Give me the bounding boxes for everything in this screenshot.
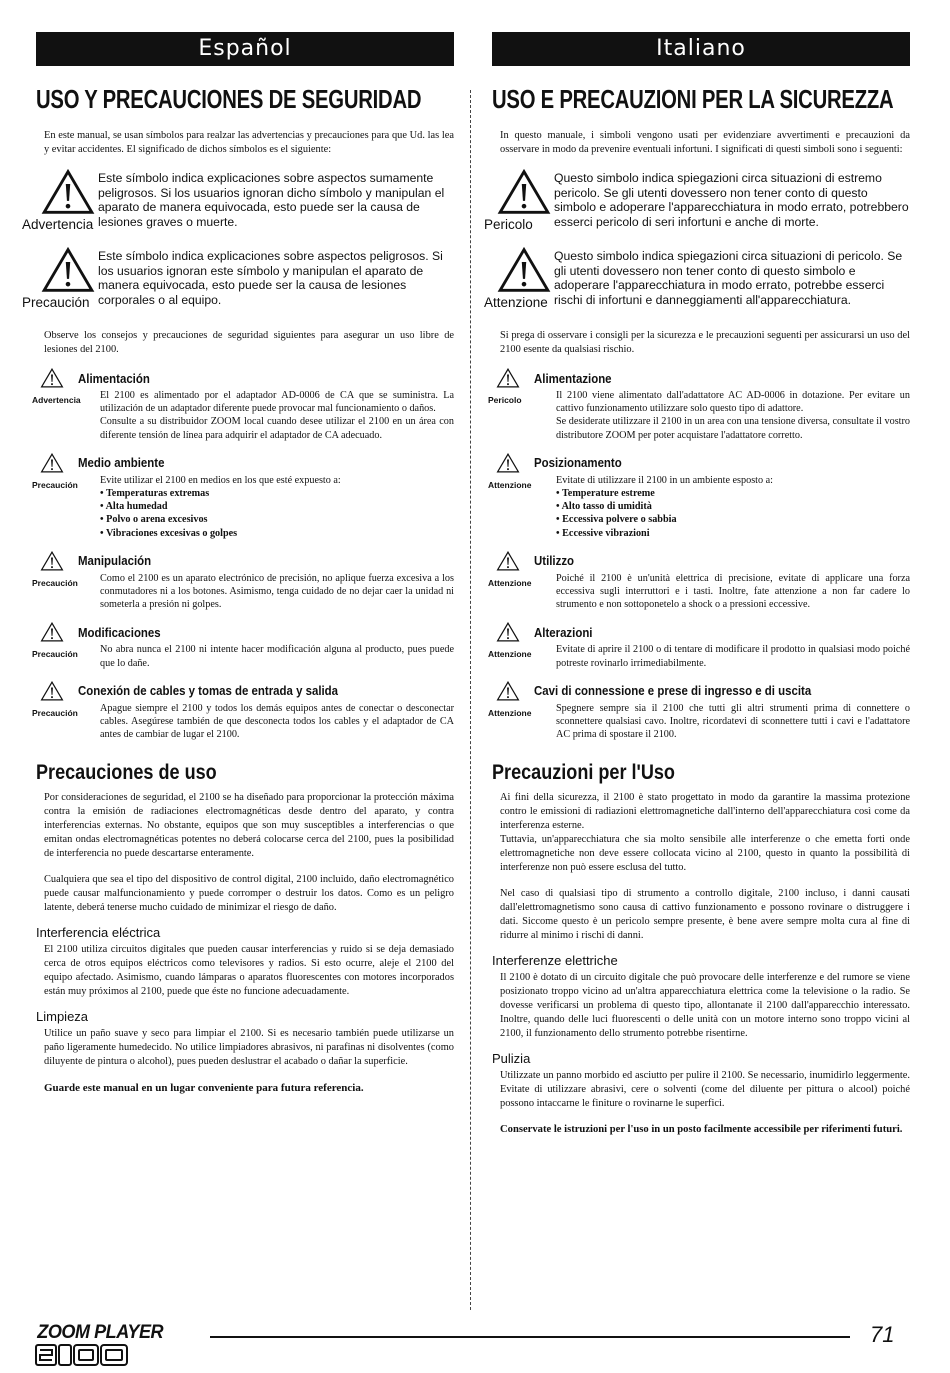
section-title: Posizionamento bbox=[534, 455, 622, 471]
section-title: Modificaciones bbox=[78, 624, 161, 640]
section-power bbox=[32, 367, 454, 442]
section-body bbox=[100, 474, 454, 540]
caution-icon bbox=[40, 453, 64, 473]
warning-text: Questo simbolo indica spiegazioni circa situazioni di estremo pericolo. Se gli utenti dovessero non tener conto di questo simbolo e adoperare l'apparecchiatura in modo errato, potrebbero esserci pericolo di seri infortuni e anche di morte. bbox=[554, 171, 909, 229]
section-environment bbox=[488, 452, 910, 540]
caution-icon bbox=[40, 681, 64, 701]
section-text: Evitate di aprire il 2100 o di tentare di modificare il prodotto in qualsiasi modo poiché potreste rovinarlo irrimediabilmente. bbox=[556, 644, 910, 669]
zoom-player-logo bbox=[34, 1322, 166, 1368]
section-title: Alimentazione bbox=[534, 370, 612, 386]
usage-heading: Precauzioni per l'Uso bbox=[492, 761, 675, 785]
safety-sections bbox=[32, 367, 454, 741]
warning-legend bbox=[484, 171, 910, 235]
interference-heading: Interferencia eléctrica bbox=[36, 925, 161, 941]
warning-icon bbox=[496, 368, 520, 388]
list-item: • Polvo o arena excesivos bbox=[100, 513, 454, 526]
section-text: Como el 2100 es un aparato electrónico de precisión, no aplique fuerza excesiva a los conmutadores ni a los botones. Asimismo, tenga cuidado de no dejar caer la unidad ni someterla a presión ni golpes. bbox=[100, 572, 454, 611]
cleaning-heading: Pulizia bbox=[492, 1051, 531, 1067]
section-text: No abra nunca el 2100 ni intente hacer modificación alguna al producto, pues puede que lo dañe. bbox=[100, 644, 454, 669]
section-text: El 2100 es alimentado por el adaptador AD-0006 de CA que se suministra. La utilización de un adaptador diferente puede provocar mal funcionamiento o daños. Consulte a su distribuidor ZOOM local cuando desee utilizar el 2100 en un área con diferente tensión de línea para adquirir el adaptador de CA adecuado. bbox=[100, 390, 454, 441]
caution-text: Este símbolo indica explicaciones sobre aspectos peligrosos. Si los usuarios ignoran este símbolo y manipulan el aparato de manera equivocada, esto puede ser la causa de lesiones corporales o al equipo. bbox=[98, 249, 443, 307]
warning-label: Pericolo bbox=[484, 217, 533, 232]
caution-legend bbox=[484, 249, 910, 313]
warning-icon bbox=[40, 169, 96, 215]
section-label: Attenzione bbox=[488, 577, 532, 588]
cleaning-heading: Limpieza bbox=[36, 1009, 89, 1025]
interference-heading: Interferenze elettriche bbox=[492, 953, 618, 969]
caution-legend bbox=[22, 249, 454, 313]
page-number: 71 bbox=[870, 1322, 895, 1347]
section-label: Attenzione bbox=[488, 479, 532, 490]
footer-rule bbox=[210, 1336, 850, 1338]
list-item: • Alta humedad bbox=[100, 500, 454, 513]
page-title: USO E PRECAUZIONI PER LA SICUREZZA bbox=[492, 84, 894, 114]
warning-icon bbox=[496, 169, 552, 215]
caution-icon bbox=[496, 551, 520, 571]
section-handling bbox=[488, 550, 910, 612]
section-connections bbox=[488, 680, 910, 742]
usage-paragraph: Cualquiera que sea el tipo del dispositivo de control digital, 2100 incluido, daño electromagnético puede causar malfuncionamiento y puede corromper o destruir los datos. Como es un peligro latente, deberá tenerse mucho cuidado de minimizar el riesgo de daño. bbox=[44, 874, 454, 914]
section-label: Attenzione bbox=[488, 707, 532, 718]
section-power bbox=[488, 367, 910, 442]
caution-icon bbox=[40, 551, 64, 571]
caution-text: Questo simbolo indica spiegazioni circa situazioni di pericolo. Se gli utenti dovessero non tener conto di questo simbolo e adoperare l'apparecchiatura in modo errato, potrebbe esserci rischi di infortuni e danneggiamenti all'apparecchiatura. bbox=[554, 249, 903, 307]
cleaning-paragraph: Utilizzate un panno morbido ed asciutto per pulire il 2100. Se necessario, inumidirlo leggermente. Evitate di utilizzare abrasivi, cere o solventi (come del diluente per pittura o alcool) poiché possono intaccarne le finiture o rovinarne le superfici. bbox=[500, 1070, 910, 1110]
section-label: Attenzione bbox=[488, 649, 532, 660]
usage-paragraph: Ai fini della sicurezza, il 2100 è stato progettato in modo da garantire la massima protezione contro le emissioni di radiazioni elettromagnetiche dall'interno dell'apparecchiatura così come da interferenza esterne. Tuttavia, un'apparecchiatura che sia molto sensibile alle interferenze o che emetta forti onde elettromagnetiche non deve essere collocata vicino al 2100, questo in quanto la possibilità di interferenze non può essere esclusa del tutto. bbox=[500, 792, 910, 874]
page-title: USO Y PRECAUCIONES DE SEGURIDAD bbox=[36, 84, 422, 114]
section-label: Precaución bbox=[32, 707, 78, 718]
section-label: Precaución bbox=[32, 479, 78, 490]
caution-icon bbox=[40, 622, 64, 642]
section-handling bbox=[32, 550, 454, 612]
list-item: • Alto tasso di umidità bbox=[556, 500, 910, 513]
section-label: Precaución bbox=[32, 649, 78, 660]
usage-paragraph: Por consideraciones de seguridad, el 2100 se ha diseñado para proporcionar la protección máxima contra la emisión de radiaciones electromagnéticas desde dentro del aparato, y contra interferencias externas. No obstante, equipos que son muy susceptibles a interferencias o que emitan ondas electromagnéticas potentes no deberá colocarse cerca del 2100, pues la posibilidad de interferencia no puede descartarse enteramente. bbox=[44, 792, 454, 860]
section-modifications bbox=[488, 621, 910, 669]
italian-column bbox=[484, 32, 910, 1137]
caution-icon bbox=[496, 247, 552, 293]
column-divider bbox=[470, 90, 471, 1310]
logo-wordmark: ZOOM PLAYER bbox=[37, 1322, 164, 1343]
list-item: • Vibraciones excesivas o golpes bbox=[100, 527, 454, 540]
list-item: • Eccessive vibrazioni bbox=[556, 527, 910, 540]
warning-text: Este símbolo indica explicaciones sobre aspectos sumamente peligrosos. Si los usuarios ignoran dicho símbolo y manipulan el aparato de manera equivocada, esto puede ser la causa de lesiones graves o muerte. bbox=[98, 171, 445, 229]
logo-model-number bbox=[34, 1342, 130, 1368]
interference-paragraph: Il 2100 è dotato di un circuito digitale che può provocare delle interferenze e del rumore se viene posizionato troppo vicino ad un'altra apparecchiatura elettrica come la televisione o la radio. Se dovesse verificarsi un problema di questo tipo, allontanate il 2100 dall'apparecchio interessato. Inoltre, quando delle luci fluorescenti o delle unità con un motore interno sono troppo vicini al 2100, il funzionamento dello strumento potrebbe risentirne. bbox=[500, 972, 910, 1040]
section-text: Apague siempre el 2100 y todos los demás equipos antes de conectar o desconectar cables. Asegúrese también de que desconecta todos los cables y el adaptador de CA antes de cambiar de lugar el 2100. bbox=[100, 702, 454, 741]
keep-manual-note: Conservate le istruzioni per l'uso in un posto facilmente accessibile per riferimenti futuri. bbox=[500, 1124, 903, 1136]
intro-paragraph: En este manual, se usan símbolos para realzar las advertencias y precauciones para que Ud. las lea y evitar accidentes. El significado de dichos símbolos es el siguiente: bbox=[44, 130, 454, 155]
caution-icon bbox=[496, 681, 520, 701]
list-item: • Temperaturas extremas bbox=[100, 487, 454, 500]
section-title: Manipulación bbox=[78, 553, 152, 569]
warning-icon bbox=[40, 368, 64, 388]
section-body bbox=[556, 474, 910, 540]
section-text: Spegnere sempre sia il 2100 che tutti gli altri strumenti prima di connettere o sconnettere qualsiasi cavo. Inoltre, ricordatevi di sconnettere tutti i cavi e l'adattatore AC prima di spostare il 2100. bbox=[556, 702, 910, 741]
section-connections bbox=[32, 680, 454, 742]
intro-paragraph: In questo manuale, i simboli vengono usati per evidenziare avvertimenti e precauzioni da osservare in modo da prevenire eventuali infortuni. I significati di questi simboli sono i seguenti: bbox=[500, 130, 910, 155]
section-text: Poiché il 2100 è un'unità elettrica di precisione, evitate di applicare una forza eccessiva sugli interruttori e i tasti. Inoltre, fate attenzione a non far cadere lo strumento e non sottoponetelo a shock o a pressioni eccessive. bbox=[556, 572, 910, 611]
keep-manual-note: Guarde este manual en un lugar conveniente para futura referencia. bbox=[44, 1082, 364, 1095]
cleaning-paragraph: Utilice un paño suave y seco para limpiar el 2100. Si es necesario también puede utilizarse un paño ligeramente humedecido. No utilice limpiadores abrasivos, ni parafinas ni disolventes (como diluyente de pintura o alcohol), pues pueden deslustrar el acabado o dañar la superficie. bbox=[44, 1028, 454, 1068]
section-title: Cavi di connessione e prese di ingresso e di uscita bbox=[534, 683, 812, 699]
usage-paragraph: Nel caso di qualsiasi tipo di strumento a controllo digitale, 2100 incluso, i danni causati dall'elettromagnetismo sono causa di cattivo funzionamento e possono rovinare o distruggere i dati. Siccome questo è un pericolo sempre presente, è bene avere sempre molta cura al fine di ridurre al minimo i rischi di danni. bbox=[500, 888, 910, 942]
section-text: Evite utilizar el 2100 en medios en los que esté expuesto a: bbox=[100, 474, 341, 486]
caution-icon bbox=[496, 453, 520, 473]
warning-legend bbox=[22, 171, 454, 235]
observe-paragraph: Observe los consejos y precauciones de seguridad siguientes para asegurar un uso libre de lesiones del 2100. bbox=[44, 330, 454, 355]
section-environment bbox=[32, 452, 454, 540]
section-label: Pericolo bbox=[488, 395, 522, 405]
list-item: • Temperature estreme bbox=[556, 487, 910, 500]
language-header: Italiano bbox=[492, 32, 910, 66]
section-title: Alterazioni bbox=[534, 624, 593, 640]
section-text: Evitate di utilizzare il 2100 in un ambiente esposto a: bbox=[556, 474, 773, 486]
section-label: Precaución bbox=[32, 577, 78, 588]
section-title: Conexión de cables y tomas de entrada y salida bbox=[78, 683, 339, 699]
section-title: Alimentación bbox=[78, 370, 150, 386]
section-label: Advertencia bbox=[32, 395, 81, 405]
observe-paragraph: Si prega di osservare i consigli per la sicurezza e le precauzioni seguenti per assicurarsi un uso del 2100 esente da qualsiasi rischio. bbox=[500, 330, 910, 355]
caution-icon bbox=[40, 247, 96, 293]
section-title: Utilizzo bbox=[534, 553, 575, 569]
warning-label: Advertencia bbox=[22, 217, 94, 232]
spanish-column bbox=[22, 32, 454, 1095]
section-modifications bbox=[32, 621, 454, 669]
section-text: Il 2100 viene alimentato dall'adattatore AC AD-0006 in dotazione. Per evitare un cattivo funzionamento utilizzare solo questo tipo di adattore. Se desiderate utilizzare il 2100 in un area con una tensione diversa, consultate il vostro distributore ZOOM per poter acquistare l'adattatore corretto. bbox=[556, 390, 910, 441]
interference-paragraph: El 2100 utiliza circuitos digitales que pueden causar interferencias y ruido si se deja demasiado cerca de otros equipos eléctricos como televisores y radios. Si esto ocurre, aleje el 2100 del equipo afectado. Asimismo, cuando lámparas o aparatos fluorescentes con motores incorporados están muy próximos al 2100, puede que éste no funcione adecuadamente. bbox=[44, 944, 454, 998]
usage-heading: Precauciones de uso bbox=[36, 761, 217, 785]
caution-label: Attenzione bbox=[484, 295, 548, 310]
caution-icon bbox=[496, 622, 520, 642]
section-title: Medio ambiente bbox=[78, 455, 165, 471]
language-header: Español bbox=[36, 32, 454, 66]
list-item: • Eccessiva polvere o sabbia bbox=[556, 513, 910, 526]
caution-label: Precaución bbox=[22, 295, 90, 310]
safety-sections bbox=[488, 367, 910, 741]
